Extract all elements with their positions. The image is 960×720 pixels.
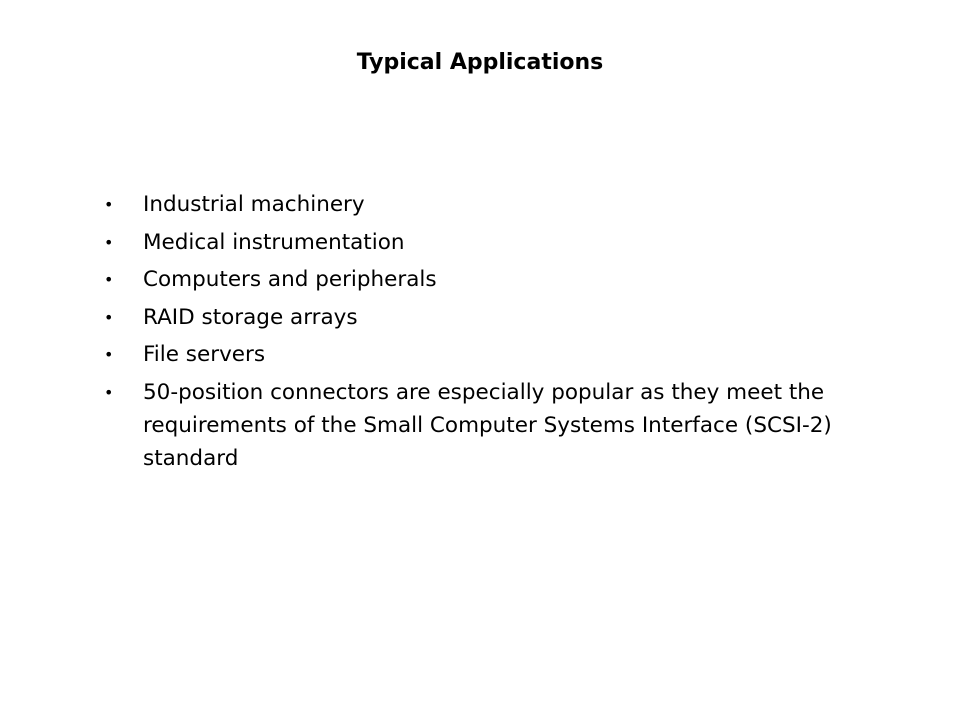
bullet-item-medical-instrumentation	[104, 226, 884, 259]
bullet-icon: •	[104, 382, 114, 402]
bullet-text: RAID storage arrays	[143, 304, 358, 330]
bullet-list	[104, 188, 884, 479]
bullet-item-raid-storage	[104, 301, 884, 334]
bullet-text: Medical instrumentation	[143, 229, 405, 255]
bullet-icon: •	[104, 232, 114, 252]
bullet-text: 50-position connectors are especially popular as they meet the requirements of the Small Computer Systems Interface (SCSI-2) standard	[143, 379, 832, 471]
bullet-icon: •	[104, 270, 114, 289]
bullet-text: File servers	[143, 342, 266, 367]
bullet-icon: •	[104, 345, 114, 364]
bullet-icon: •	[104, 307, 114, 327]
bullet-text: Industrial machinery	[143, 192, 365, 217]
bullet-item-computers-peripherals	[104, 263, 884, 296]
bullet-item-file-servers	[104, 338, 884, 371]
bullet-icon: •	[104, 195, 114, 214]
bullet-item-scsi-connectors	[104, 376, 884, 475]
bullet-text: Computers and peripherals	[143, 267, 437, 292]
bullet-item-industrial-machinery	[104, 188, 884, 221]
slide-title: Typical Applications	[356, 50, 604, 75]
